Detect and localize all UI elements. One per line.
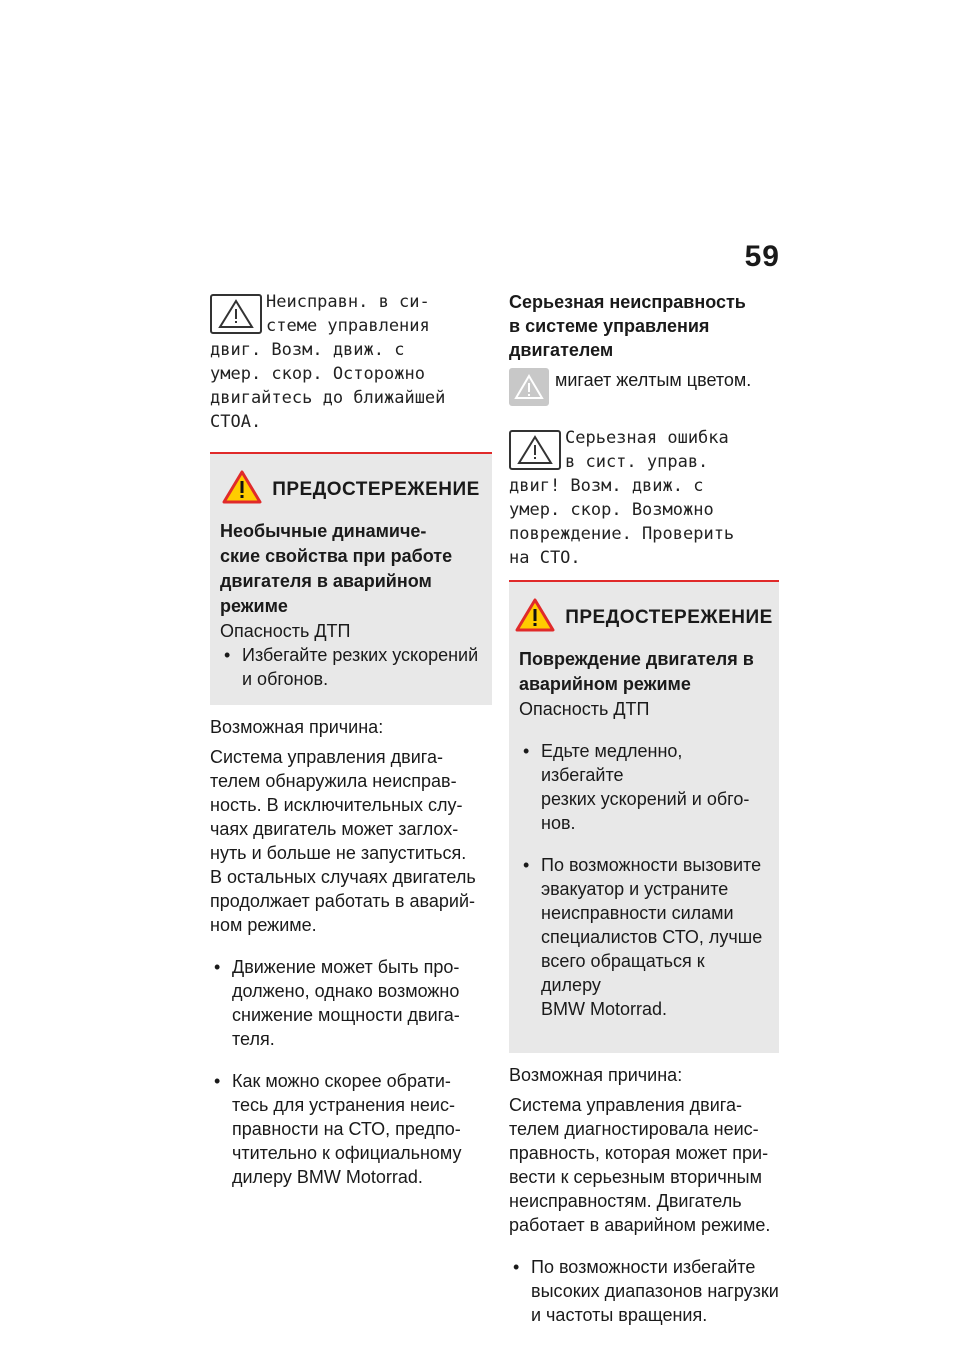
yellow-blink-text: мигает желтым цветом. <box>555 370 752 390</box>
warning-title: ПРЕДОСТЕРЕЖЕНИЕ <box>565 606 773 628</box>
warning-danger: Опасность ДТП <box>519 699 650 719</box>
tft-message-text: Серьезная ошибка в сист. управ. двиг! Возм. движ. с умер. скор. Возможно повреждение. Проверить на СТО. <box>509 428 735 568</box>
tft-message-text: Неисправн. в си- стеме управления двиг. Возм. движ. с умер. скор. Осторожно двигайтесь до ближайшей СТОА. <box>210 292 446 432</box>
cause-label: Возможная причина: <box>210 717 384 737</box>
right-column <box>509 290 779 1345</box>
page-number: 59 <box>744 240 780 273</box>
cause-text: Система управления двига- телем диагностировала неис- правность, которая может при- вести к серьезным вторичным неисправностям. Двигатель работает в аварийном режиме. <box>509 1095 771 1235</box>
cause-label: Возможная причина: <box>509 1065 683 1085</box>
warning-triangle-icon <box>222 470 262 509</box>
section-heading: Серьезная неисправность в системе управления двигателем <box>509 292 746 360</box>
warning-lamp-icon <box>210 294 262 334</box>
list-item: • Как можно скорее обрати- тесь для устранения неис- правности на СТО, предпо- чтительно к официальному дилеру BMW Motorrad. <box>210 1069 492 1189</box>
warning-danger: Опасность ДТП <box>220 621 351 641</box>
warning-bullet: • По возможности вызовите эвакуатор и устраните неисправности силами специалистов СТО, лучше всего обращаться к дилеру BMW Motorrad. <box>519 853 769 1021</box>
list-item: • Движение может быть про- должено, однако возможно снижение мощности двига- теля. <box>210 955 492 1051</box>
warning-title: ПРЕДОСТЕРЕЖЕНИЕ <box>272 478 480 500</box>
warning-triangle-icon <box>515 598 555 637</box>
warning-lamp-yellow-icon <box>509 368 549 406</box>
warning-box-engine-damage <box>509 580 779 1053</box>
cause-text: Система управления двига- телем обнаружила неисправ- ность. В исключительных слу- чаях двигатель может заглох- нуть и больше не запуститься. В остальных случаях двигатель продолжает работать в аварий- ном режиме. <box>210 747 476 935</box>
list-item: • По возможности избегайте высоких диапазонов нагрузки и частоты вращения. <box>509 1255 779 1327</box>
warning-bullet: • Едьте медленно, избегайте резких ускорений и обго- нов. <box>519 739 769 835</box>
tft-message-engine-fault <box>210 290 492 434</box>
warning-bullet: • Избегайте резких ускорений и обгонов. <box>220 643 482 691</box>
left-column <box>210 290 492 1207</box>
tft-message-serious-fault <box>509 426 779 570</box>
warning-subtitle: Необычные динамиче- ские свойства при работе двигателя в аварийном режиме <box>220 521 453 616</box>
warning-box-emergency-mode <box>210 452 492 705</box>
warning-lamp-icon <box>509 430 561 470</box>
warning-subtitle: Повреждение двигателя в аварийном режиме <box>519 649 754 694</box>
